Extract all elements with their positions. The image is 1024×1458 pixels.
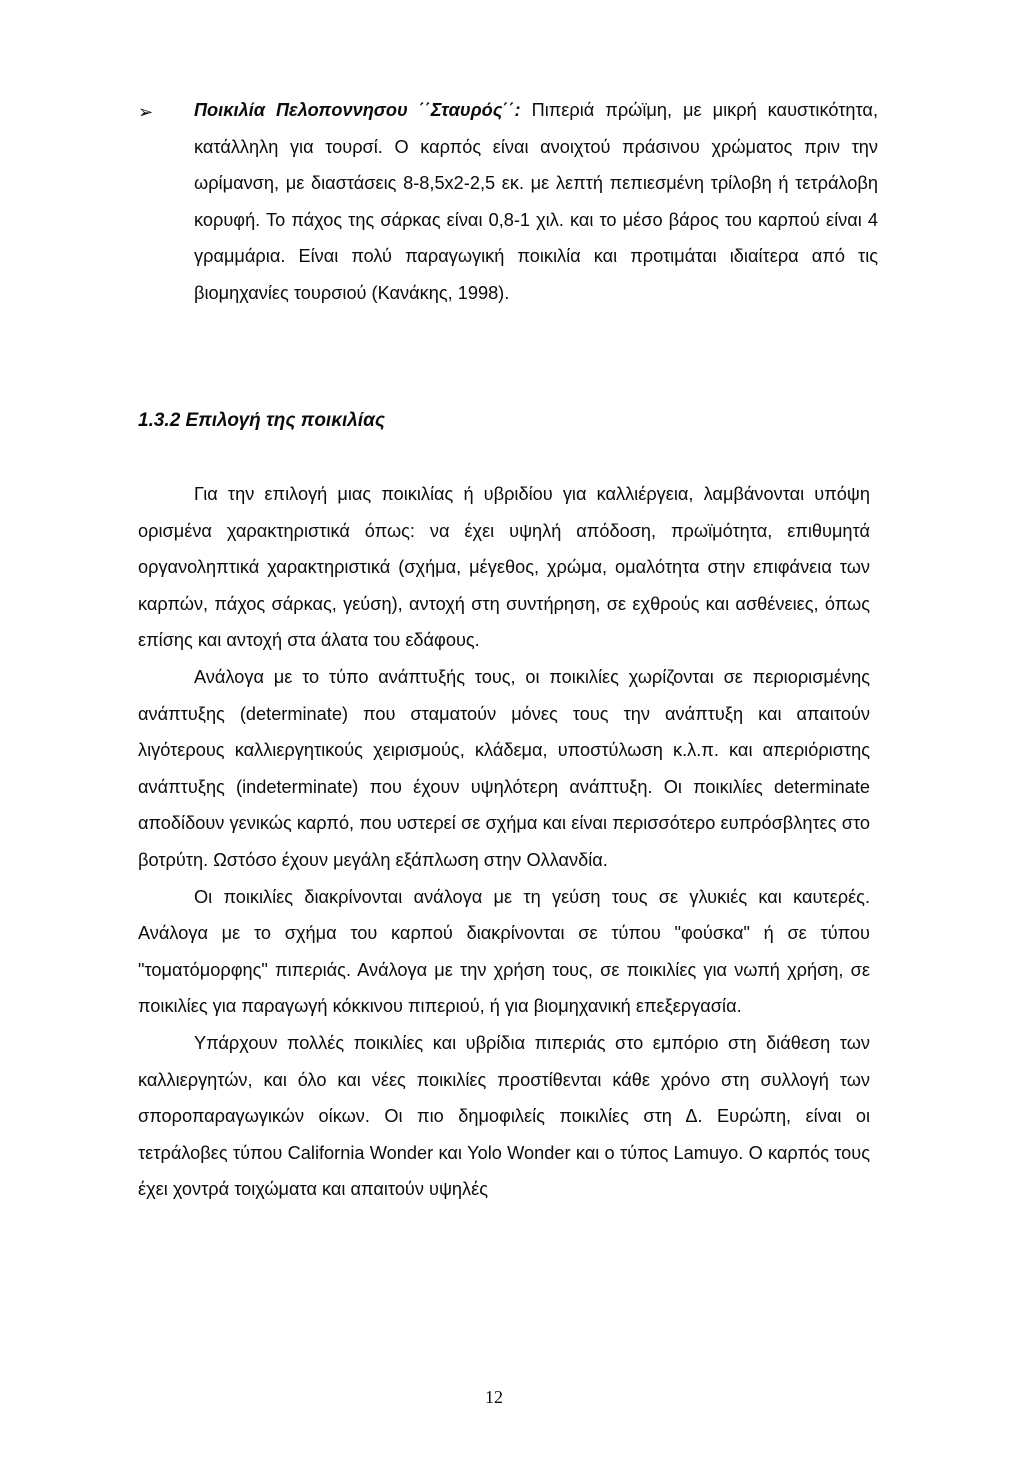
arrow-bullet-icon: ➢ [138, 102, 154, 122]
page-number: 12 [485, 1387, 503, 1407]
paragraph: Για την επιλογή μιας ποικιλίας ή υβριδίου για καλλιέργεια, λαμβάνονται υπόψη ορισμένα χαρακτηριστικά όπως: να έχει υψηλή απόδοση, πρωϊμότητα, επιθυμητά οργανοληπτικά χαρακτηριστικά (σχήμα, μέγεθος, χρώμα, ομαλότητα στην επιφάνεια των καρπών, πάχος σάρκας, γεύση), αντοχή στη συντήρηση, σε εχθρούς και ασθένειες, όπως επίσης και αντοχή στα άλατα του εδάφους. [138, 484, 870, 651]
section-heading: 1.3.2 Επιλογή της ποικιλίας [138, 410, 385, 431]
bullet-lead: Ποικιλία Πελοποννησου ΄΄Σταυρός΄΄: [194, 100, 521, 120]
paragraph: Ανάλογα με το τύπο ανάπτυξής τους, οι ποικιλίες χωρίζονται σε περιορισμένης ανάπτυξης (determinate) που σταματούν μόνες τους την ανάπτυξη και απαιτούν λιγότερους καλλιεργητικούς χειρισμούς, κλάδεμα, υποστύλωση κ.λ.π. και απεριόριστης ανάπτυξης (indeterminate) που έχουν υψηλότερη ανάπτυξη. Οι ποικιλίες determinate αποδίδουν γενικώς καρπό, που υστερεί σε σχήμα και είναι περισσότερο ευπρόσβλητες στο βοτρύτη. Ωστόσο έχουν μεγάλη εξάπλωση στην Ολλανδία. [138, 666, 870, 870]
bullet-item [138, 92, 878, 311]
paragraph: Υπάρχουν πολλές ποικιλίες και υβρίδια πιπεριάς στο εμπόριο στη διάθεση των καλλιεργητών, και όλο και νέες ποικιλίες προστίθενται κάθε χρόνο στη συλλογή των σποροπαραγωγικών οίκων. Οι πιο δημοφιλείς ποικιλίες στη Δ. Ευρώπη, είναι οι τετράλοβες τύπου California Wonder και Yolo Wonder και ο τύπος Lamuyo. Ο καρπός τους έχει χοντρά τοιχώματα και απαιτούν υψηλές [138, 1032, 870, 1200]
bullet-paragraph [194, 92, 878, 311]
paragraph: Οι ποικιλίες διακρίνονται ανάλογα με τη γεύση τους σε γλυκιές και καυτερές. Ανάλογα με το σχήμα του καρπού διακρίνονται σε τύπου "φούσκα" ή σε τύπου "τοματόμορφης" πιπεριάς. Ανάλογα με την χρήση τους, σε ποικιλίες για νωπή χρήση, σε ποικιλίες για παραγωγή κόκκινου πιπεριού, ή για βιομηχανική επεξεργασία. [138, 886, 870, 1017]
bullet-body: Πιπεριά πρώϊμη, με μικρή καυστικότητα, κατάλληλη για τουρσί. Ο καρπός είναι ανοιχτού πράσινου χρώματος πριν την ωρίμανση, με διαστάσεις 8-8,5x2-2,5 εκ. με λεπτή πεπιεσμένη τρίλοβη ή τετράλοβη κορυφή. Το πάχος της σάρκας είναι 0,8-1 χιλ. και το μέσο βάρος του καρπού είναι 4 γραμμάρια. Είναι πολύ παραγωγική ποικιλία και προτιμάται ιδιαίτερα από τις βιομηχανίες τουρσιού (Κανάκης, 1998). [194, 100, 878, 303]
body-text [138, 476, 870, 1208]
